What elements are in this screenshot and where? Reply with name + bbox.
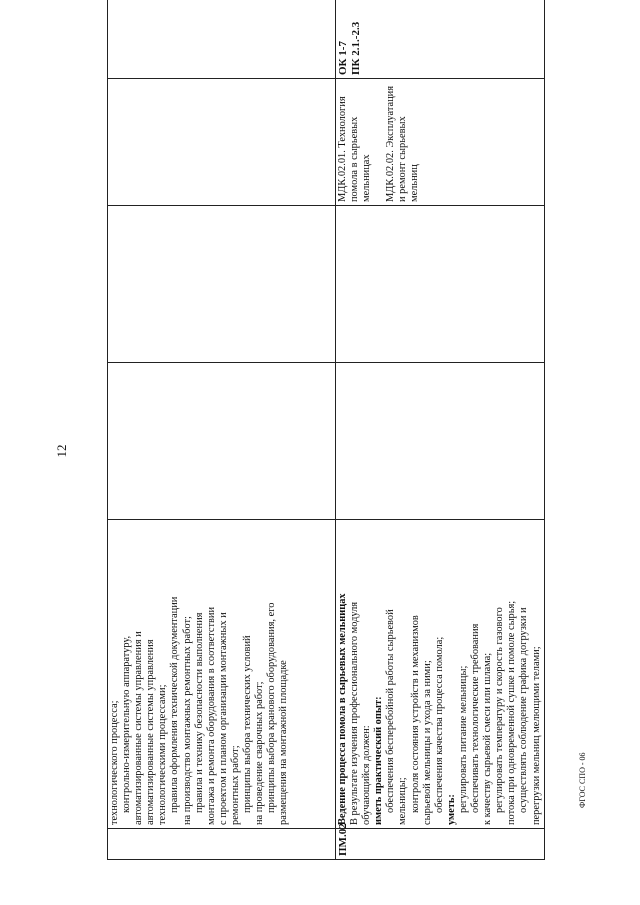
module-code: ПМ.02 [336, 829, 545, 860]
experience-heading: иметь практический опыт: [373, 696, 385, 825]
text-line: обеспечения качества процесса помола; [433, 636, 445, 813]
text-line: осуществлять соблюдение графика догрузки и [518, 607, 530, 813]
spacer [373, 82, 385, 202]
competency-table [107, 0, 545, 860]
text-line: обучающийся должен: [361, 725, 373, 825]
text-line: перегрузки мельниц мелющими телами; [530, 646, 542, 825]
cell-empty [336, 363, 545, 520]
text-line: мельницы; [397, 777, 409, 825]
cell-empty [108, 206, 336, 363]
cell-empty [108, 0, 336, 79]
text-line: контроля состояния устройств и механизмов [409, 615, 421, 813]
competencies-cell [336, 0, 545, 79]
text-line: регулировать питание мельницы; [457, 665, 469, 813]
table-row [108, 0, 336, 860]
text-line: сырьевой мельницы и ухода за ними; [421, 660, 433, 825]
cell-empty [108, 79, 336, 206]
text-line: принципы выбора технических условий [242, 635, 254, 813]
cell-empty [336, 206, 545, 363]
cell-code-empty [108, 829, 336, 860]
text-line: В результате изучения профессионального модуля [349, 601, 361, 825]
competency-pk: ПК 2.1.-2.3 [349, 21, 362, 75]
text-line: монтажа и ремонта оборудования в соответствии [205, 606, 217, 825]
text-line: на производство монтажных ремонтных работ; [181, 616, 193, 825]
text-line: технологического процесса; [109, 700, 120, 825]
text-line: с проектом и планом организации монтажных и [217, 612, 229, 825]
text-line: к качеству сырьевой смеси или шлама; [482, 652, 494, 825]
mdk-cell [336, 79, 545, 206]
competency-ok: ОК 1-7 [337, 41, 349, 75]
skills-heading: уметь: [445, 794, 457, 825]
text-line: обеспечения бесперебойной работы сырьевой [385, 609, 397, 813]
module-title: Ведение процесса помола в сырьевых мельницах [337, 593, 348, 825]
text-line: правила оформления технической документации [169, 596, 181, 813]
footer-stamp: ФГОС СПО - 06 [578, 752, 587, 808]
text-line: автоматизированные системы управления [145, 639, 157, 825]
text-line: размещения на монтажной площадке [278, 660, 290, 825]
mdk-02-02: МДК.02.02. Эксплуатация и ремонт сырьевых мельниц [385, 85, 421, 202]
text-line: принципы выбора кранового оборудования, его [266, 602, 278, 813]
text-line: правила и технику безопасности выполнения [193, 612, 205, 813]
table-row-pm02 [336, 0, 545, 860]
page-number: 12 [54, 444, 69, 458]
text-line: на проведение сварочных работ; [254, 681, 266, 825]
text-line: регулировать температуру и скорость газового [494, 607, 506, 813]
text-line: потока при одновременной сушке и помоле сырья; [506, 600, 518, 825]
mdk-02-01: МДК.02.01. Технология помола в сырьевых мельницах [337, 96, 373, 202]
text-line: ремонтных работ; [229, 745, 241, 825]
text-line: технологическими процессами; [157, 684, 169, 825]
module-description [336, 520, 545, 829]
text-line: автоматизированные системы управления и [133, 631, 145, 825]
cell-empty [108, 363, 336, 520]
cell-requirements [108, 520, 336, 829]
text-line: обеспечивать технологические требования [470, 623, 482, 813]
rotated-table-wrapper [107, 21, 542, 860]
text-line: контрольно-измерительную аппаратуру, [121, 635, 133, 813]
